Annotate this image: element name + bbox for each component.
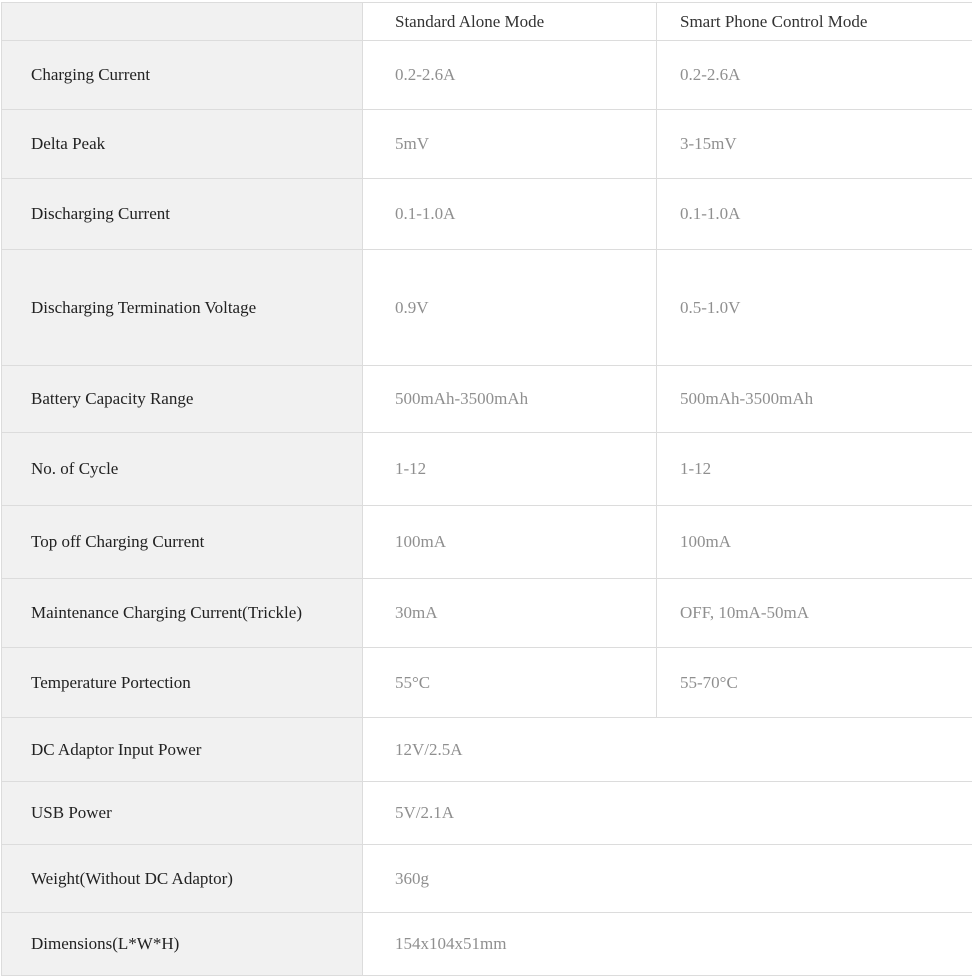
row-label: Discharging Current — [2, 179, 363, 250]
smart-value: OFF, 10mA-50mA — [657, 579, 972, 648]
row-label: DC Adaptor Input Power — [2, 718, 363, 782]
row-label: Weight(Without DC Adaptor) — [2, 845, 363, 913]
table-row — [2, 433, 972, 506]
table-row — [2, 366, 972, 433]
smart-value: 500mAh-3500mAh — [657, 366, 972, 433]
row-label: Top off Charging Current — [2, 506, 363, 579]
smart-value: 100mA — [657, 506, 972, 579]
row-label: No. of Cycle — [2, 433, 363, 506]
standard-value: 30mA — [363, 579, 657, 648]
shared-value: 5V/2.1A — [363, 782, 972, 845]
table-row — [2, 782, 972, 845]
header-smartphone-mode: Smart Phone Control Mode — [657, 3, 972, 41]
table-row — [2, 41, 972, 110]
row-label: Maintenance Charging Current(Trickle) — [2, 579, 363, 648]
table-row — [2, 845, 972, 913]
row-label: Delta Peak — [2, 110, 363, 179]
row-label: Battery Capacity Range — [2, 366, 363, 433]
smart-value: 0.2-2.6A — [657, 41, 972, 110]
header-empty-cell — [2, 3, 363, 41]
table-row — [2, 110, 972, 179]
header-standard-mode: Standard Alone Mode — [363, 3, 657, 41]
smart-value: 1-12 — [657, 433, 972, 506]
table-row — [2, 648, 972, 718]
row-label: Temperature Portection — [2, 648, 363, 718]
spec-table — [1, 2, 972, 976]
row-label: Dimensions(L*W*H) — [2, 913, 363, 976]
smart-value: 3-15mV — [657, 110, 972, 179]
table-row — [2, 179, 972, 250]
standard-value: 55°C — [363, 648, 657, 718]
smart-value: 55-70°C — [657, 648, 972, 718]
shared-value: 12V/2.5A — [363, 718, 972, 782]
standard-value: 0.2-2.6A — [363, 41, 657, 110]
header-row — [2, 3, 972, 41]
row-label: Charging Current — [2, 41, 363, 110]
table-row — [2, 718, 972, 782]
shared-value: 360g — [363, 845, 972, 913]
standard-value: 0.9V — [363, 250, 657, 366]
table-row — [2, 506, 972, 579]
table-row — [2, 579, 972, 648]
standard-value: 0.1-1.0A — [363, 179, 657, 250]
table-row — [2, 913, 972, 976]
table-row — [2, 250, 972, 366]
shared-value: 154x104x51mm — [363, 913, 972, 976]
standard-value: 5mV — [363, 110, 657, 179]
row-label: Discharging Termination Voltage — [2, 250, 363, 366]
smart-value: 0.5-1.0V — [657, 250, 972, 366]
row-label: USB Power — [2, 782, 363, 845]
smart-value: 0.1-1.0A — [657, 179, 972, 250]
standard-value: 1-12 — [363, 433, 657, 506]
standard-value: 500mAh-3500mAh — [363, 366, 657, 433]
standard-value: 100mA — [363, 506, 657, 579]
